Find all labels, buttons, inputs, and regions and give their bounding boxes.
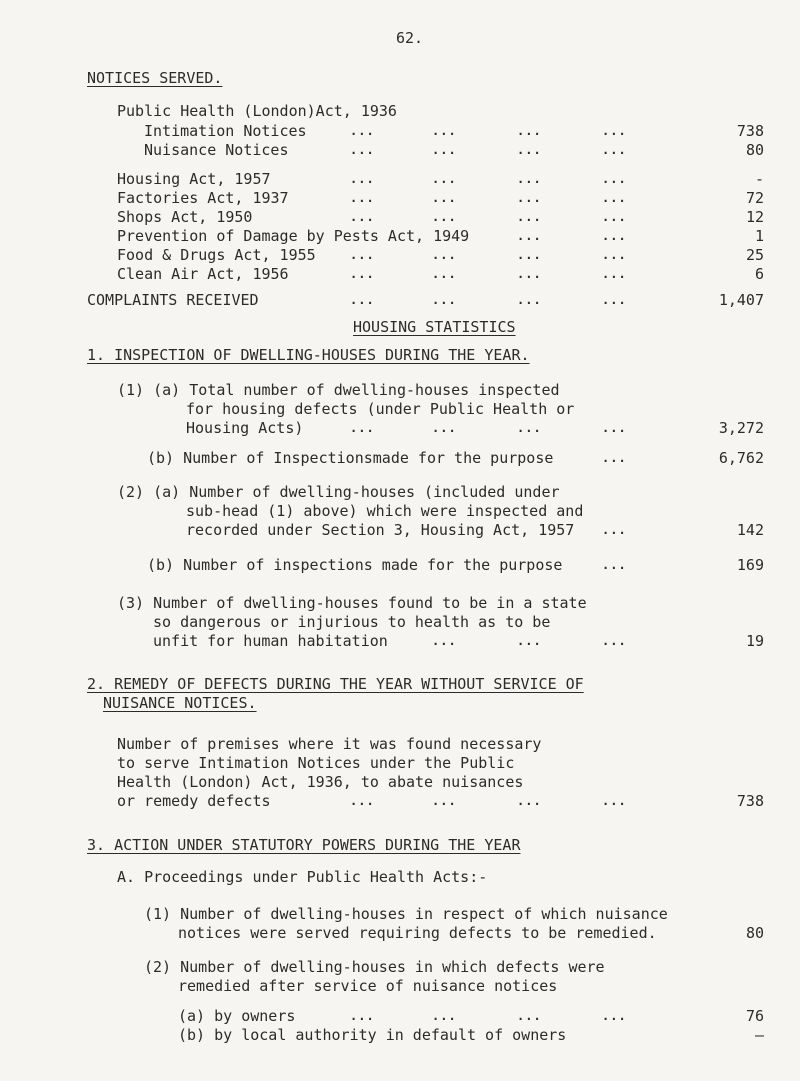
leader-dots: ... [350, 172, 375, 186]
leader-dots: ... [602, 794, 627, 808]
section-3-item-1-line-2: notices were served requiring defects to be remedied. [178, 924, 657, 942]
intimation-value: 738 [736, 122, 764, 140]
leader-dots: ... [350, 124, 375, 138]
leader-dots: ... [602, 143, 627, 157]
leader-dots: ... [432, 143, 457, 157]
leader-dots: ... [350, 143, 375, 157]
page-number: 62. [396, 29, 424, 47]
leader-dots: ... [602, 634, 627, 648]
nuisance-label: Nuisance Notices [144, 141, 289, 159]
leader-dots: ... [432, 634, 457, 648]
leader-dots: ... [517, 267, 542, 281]
leader-dots: ... [432, 210, 457, 224]
leader-dots: ... [432, 191, 457, 205]
section-3-item-2-line-1: (2) Number of dwelling-houses in which defects were [144, 958, 605, 976]
notices-heading: NOTICES SERVED. [87, 69, 223, 87]
item-2a-value: 142 [736, 521, 764, 539]
pests-act-value: 1 [754, 227, 764, 245]
nuisance-value: 80 [745, 141, 764, 159]
clean-air-act-label: Clean Air Act, 1956 [117, 265, 289, 283]
item-2b-label: (b) Number of inspections made for the purpose [147, 556, 563, 574]
leader-dots: ... [517, 634, 542, 648]
leader-dots: ... [602, 1009, 627, 1023]
leader-dots: ... [432, 124, 457, 138]
section-2-line-3: Health (London) Act, 1936, to abate nuisances [117, 773, 524, 791]
clean-air-act-value: 6 [754, 265, 764, 283]
section-3-subheading-a: A. Proceedings under Public Health Acts:- [117, 868, 488, 886]
leader-dots: ... [517, 229, 542, 243]
leader-dots: ... [517, 124, 542, 138]
leader-dots: ... [350, 1009, 375, 1023]
section-3-item-2a-label: (a) by owners [178, 1007, 296, 1025]
leader-dots: ... [602, 124, 627, 138]
leader-dots: ... [432, 293, 457, 307]
intimation-label: Intimation Notices [144, 122, 307, 140]
item-2b-value: 169 [736, 556, 764, 574]
leader-dots: ... [602, 523, 627, 537]
housing-act-label: Housing Act, 1957 [117, 170, 271, 188]
section-3-item-2b-value: — [754, 1026, 764, 1044]
leader-dots: ... [517, 210, 542, 224]
leader-dots: ... [517, 1009, 542, 1023]
item-1b-value: 6,762 [718, 449, 764, 467]
item-1b-label: (b) Number of Inspectionsmade for the purpose [147, 449, 554, 467]
item-1a-line-1: (1) (a) Total number of dwelling-houses inspected [117, 381, 560, 399]
item-2a-line-2: sub-head (1) above) which were inspected and [186, 502, 584, 520]
item-3-line-2: so dangerous or injurious to health as to be [153, 613, 551, 631]
shops-act-label: Shops Act, 1950 [117, 208, 253, 226]
leader-dots: ... [602, 191, 627, 205]
leader-dots: ... [432, 421, 457, 435]
section-3-item-2a-value: 76 [745, 1007, 764, 1025]
item-3-line-3: unfit for human habitation [153, 632, 388, 650]
complaints-value: 1,407 [718, 291, 764, 309]
section-1-heading: 1. INSPECTION OF DWELLING-HOUSES DURING THE YEAR. [87, 346, 530, 364]
leader-dots: ... [432, 172, 457, 186]
item-1a-line-2: for housing defects (under Public Health or [186, 400, 575, 418]
leader-dots: ... [602, 172, 627, 186]
section-3-item-2b-label: (b) by local authority in default of owners [178, 1026, 567, 1044]
section-2-heading-line-2: NUISANCE NOTICES. [103, 694, 257, 712]
section-2-line-4: or remedy defects [117, 792, 271, 810]
leader-dots: ... [602, 558, 627, 572]
leader-dots: ... [432, 794, 457, 808]
leader-dots: ... [350, 248, 375, 262]
leader-dots: ... [517, 143, 542, 157]
leader-dots: ... [517, 421, 542, 435]
food-drugs-act-label: Food & Drugs Act, 1955 [117, 246, 316, 264]
item-2a-line-3: recorded under Section 3, Housing Act, 1957 [186, 521, 575, 539]
leader-dots: ... [602, 229, 627, 243]
leader-dots: ... [350, 267, 375, 281]
leader-dots: ... [350, 794, 375, 808]
section-2-line-1: Number of premises where it was found necessary [117, 735, 542, 753]
item-1a-value: 3,272 [718, 419, 764, 437]
leader-dots: ... [517, 191, 542, 205]
housing-act-value: - [754, 170, 764, 188]
section-3-item-2-line-2: remedied after service of nuisance notices [178, 977, 558, 995]
section-3-heading: 3. ACTION UNDER STATUTORY POWERS DURING THE YEAR [87, 836, 521, 854]
leader-dots: ... [350, 293, 375, 307]
section-2-line-2: to serve Intimation Notices under the Public [117, 754, 515, 772]
housing-statistics-heading: HOUSING STATISTICS [353, 318, 516, 336]
leader-dots: ... [602, 248, 627, 262]
item-3-value: 19 [745, 632, 764, 650]
leader-dots: ... [350, 191, 375, 205]
complaints-label: COMPLAINTS RECEIVED [87, 291, 259, 309]
factories-act-label: Factories Act, 1937 [117, 189, 289, 207]
pests-act-label: Prevention of Damage by Pests Act, 1949 [117, 227, 470, 245]
leader-dots: ... [432, 1009, 457, 1023]
leader-dots: ... [517, 172, 542, 186]
leader-dots: ... [517, 293, 542, 307]
shops-act-value: 12 [745, 208, 764, 226]
leader-dots: ... [602, 210, 627, 224]
section-3-item-1-value: 80 [745, 924, 764, 942]
leader-dots: ... [602, 267, 627, 281]
section-2-value: 738 [736, 792, 764, 810]
food-drugs-act-value: 25 [745, 246, 764, 264]
section-3-item-1-line-1: (1) Number of dwelling-houses in respect of which nuisance [144, 905, 668, 923]
leader-dots: ... [517, 794, 542, 808]
leader-dots: ... [432, 248, 457, 262]
item-3-line-1: (3) Number of dwelling-houses found to be in a state [117, 594, 587, 612]
leader-dots: ... [602, 293, 627, 307]
leader-dots: ... [517, 248, 542, 262]
leader-dots: ... [350, 210, 375, 224]
leader-dots: ... [602, 451, 627, 465]
ph-act-label: Public Health (London)Act, 1936 [117, 102, 397, 120]
section-2-heading-line-1: 2. REMEDY OF DEFECTS DURING THE YEAR WITHOUT SERVICE OF [87, 675, 584, 693]
factories-act-value: 72 [745, 189, 764, 207]
item-1a-line-3: Housing Acts) [186, 419, 304, 437]
leader-dots: ... [350, 421, 375, 435]
leader-dots: ... [602, 421, 627, 435]
leader-dots: ... [432, 267, 457, 281]
item-2a-line-1: (2) (a) Number of dwelling-houses (included under [117, 483, 560, 501]
